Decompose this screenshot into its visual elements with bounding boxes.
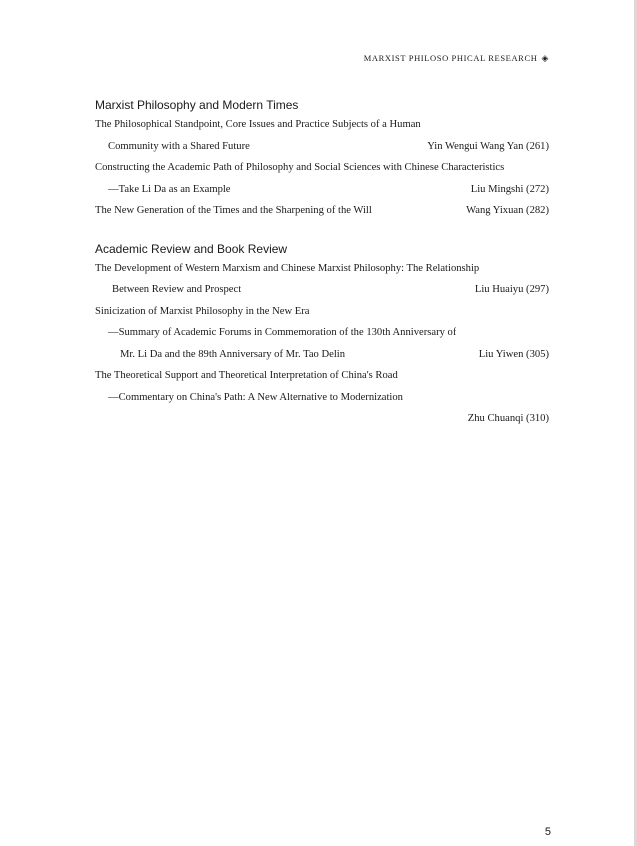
toc-entry xyxy=(95,258,549,301)
entry-author-page xyxy=(539,365,549,387)
entry-line xyxy=(95,258,549,280)
entry-author-page xyxy=(539,387,549,409)
entry-author-page: Yin Wengui Wang Yan (261) xyxy=(427,140,549,152)
entry-text: Sinicization of Marxist Philosophy in the New Era xyxy=(95,305,310,317)
entry-author-page: Liu Yiwen (305) xyxy=(478,348,549,360)
toc-section xyxy=(95,96,549,222)
toc-entry xyxy=(95,114,549,157)
entry-text: Between Review and Prospect xyxy=(112,284,242,295)
toc-entry xyxy=(95,365,549,430)
entry-text: —Take Li Da as an Example xyxy=(108,183,231,195)
entry-text: The Philosophical Standpoint, Core Issues and Practice Subjects of a Human xyxy=(95,119,421,130)
entry-line xyxy=(95,344,549,366)
entry-line xyxy=(95,301,549,323)
entry-author-page xyxy=(539,301,549,323)
section-title: Marxist Philosophy and Modern Times xyxy=(95,98,299,112)
running-header-title: MARXIST PHILOSO PHICAL RESEARCH xyxy=(363,53,538,63)
entry-line xyxy=(95,279,549,301)
entry-text: —Summary of Academic Forums in Commemoration of the 130th Anniversary of xyxy=(108,327,457,338)
entry-author-page: Zhu Chuanqi (310) xyxy=(467,413,549,424)
entry-line xyxy=(95,200,549,222)
entry-text: —Commentary on China's Path: A New Alternative to Modernization xyxy=(108,391,403,403)
entry-author-page: Liu Mingshi (272) xyxy=(470,183,549,195)
toc-entry xyxy=(95,200,549,222)
entry-text: The Development of Western Marxism and Chinese Marxist Philosophy: The Relationship xyxy=(95,262,480,274)
entry-text: Community with a Shared Future xyxy=(108,140,250,152)
toc-entry xyxy=(95,157,549,200)
running-header xyxy=(364,53,549,64)
entry-line xyxy=(95,408,549,430)
table-of-contents xyxy=(95,96,549,430)
entry-text: Mr. Li Da and the 89th Anniversary of Mr. Tao Delin xyxy=(120,348,346,360)
page-number: 5 xyxy=(544,826,551,838)
entry-text: The New Generation of the Times and the Sharpening of the Will xyxy=(95,205,372,216)
entry-author-page xyxy=(539,157,549,179)
entry-text: Constructing the Academic Path of Philosophy and Social Sciences with Chinese Characteristics xyxy=(95,162,505,173)
entry-author-page xyxy=(539,114,549,136)
toc-entry xyxy=(95,301,549,366)
entry-text: The Theoretical Support and Theoretical Interpretation of China's Road xyxy=(95,370,398,381)
entry-author-page: Liu Huaiyu (297) xyxy=(474,284,549,295)
entry-line xyxy=(95,322,549,344)
section-title: Academic Review and Book Review xyxy=(95,241,288,256)
diamond-ornament-icon: ◈ xyxy=(541,53,549,63)
entry-author-page: Wang Yixuan (282) xyxy=(466,205,549,216)
entry-author-page xyxy=(539,322,549,344)
entry-line xyxy=(95,365,549,387)
entry-author-page xyxy=(539,258,549,280)
entry-line xyxy=(95,136,549,158)
section-spacer xyxy=(95,222,549,240)
entry-line xyxy=(95,387,549,409)
entry-line xyxy=(95,179,549,201)
entry-line xyxy=(95,157,549,179)
entry-line xyxy=(95,114,549,136)
toc-section xyxy=(95,240,549,430)
